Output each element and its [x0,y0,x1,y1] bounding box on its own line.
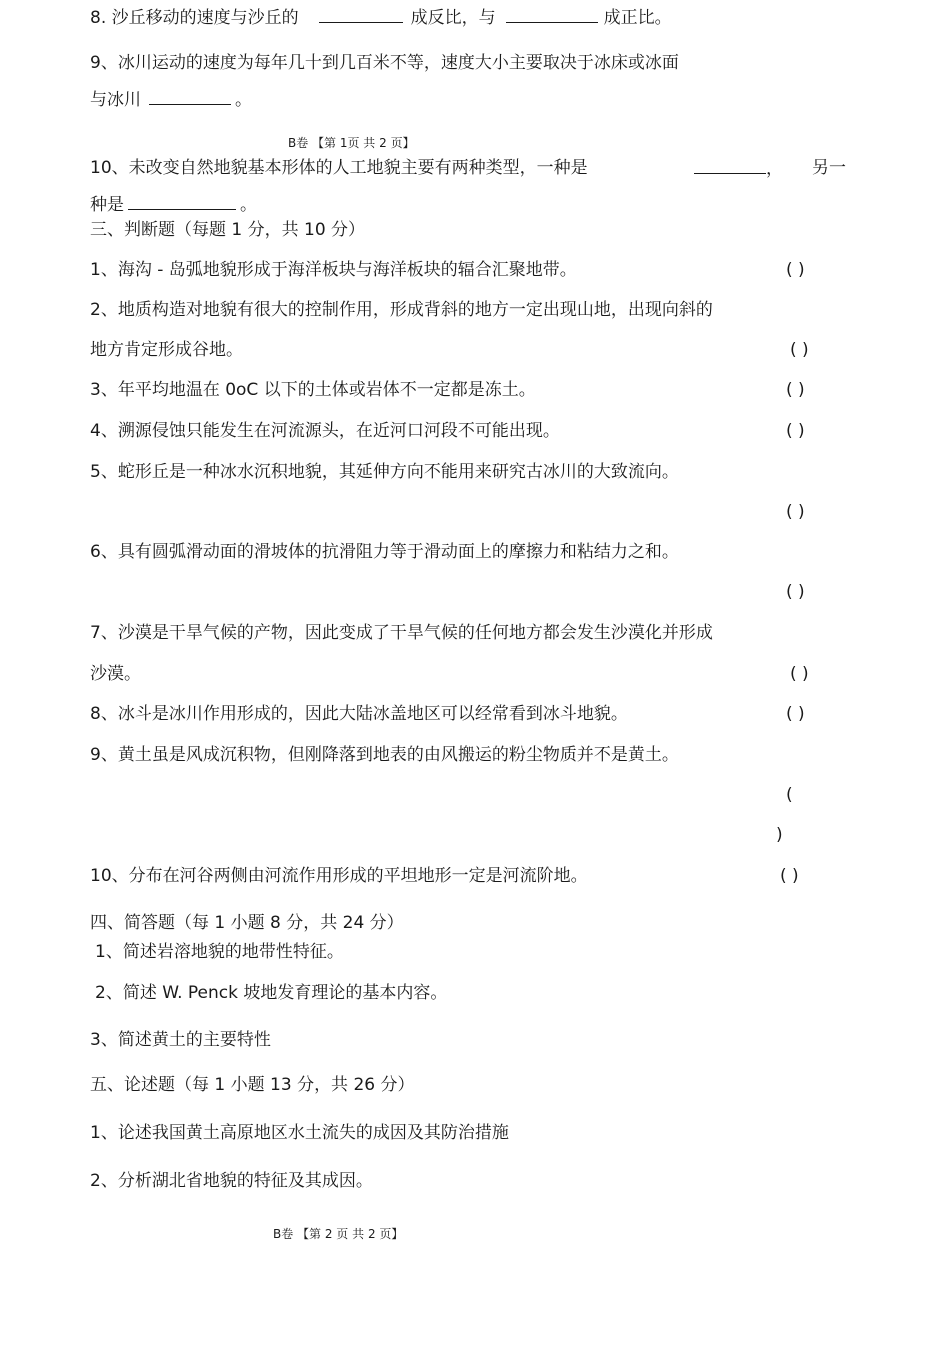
question-9-line1: 9、冰川运动的速度为每年几十到几百米不等，速度大小主要取决于冰床或冰面 [90,53,679,73]
question-10-tail: 另一 [812,158,846,178]
judgment-item-3: 3、年平均地温在 0oC 以下的土体或岩体不一定都是冻土。 [90,380,536,400]
judgment-item-1: 1、海沟 - 岛弧地貌形成于海洋板块与海洋板块的辐合汇聚地带。 [90,260,577,280]
answer-paren-open[interactable]: ( [786,785,793,805]
page-footer-1: B卷 【第 1页 共 2 页】 [288,136,415,150]
answer-parentheses[interactable]: ( ) [790,664,809,684]
question-10-line2: 种是 。 [90,195,257,215]
answer-parentheses[interactable]: ( ) [790,340,809,360]
short-answer-item-3: 3、简述黄土的主要特性 [90,1030,271,1050]
question-10-line1: 10、未改变自然地貌基本形体的人工地貌主要有两种类型，一种是 [90,158,588,178]
judgment-item-5: 5、蛇形丘是一种冰水沉积地貌，其延伸方向不能用来研究古冰川的大致流向。 [90,462,679,482]
section-3-heading: 三、判断题（每题 1 分，共 10 分） [90,220,366,240]
short-answer-item-1: 1、简述岩溶地貌的地带性特征。 [95,942,344,962]
judgment-item-8: 8、冰斗是冰川作用形成的，因此大陆冰盖地区可以经常看到冰斗地貌。 [90,704,628,724]
answer-paren-close[interactable]: ) [776,825,783,845]
answer-parentheses[interactable]: ( ) [786,421,805,441]
answer-blank [128,193,236,210]
answer-parentheses[interactable]: ( ) [786,260,805,280]
answer-blank [149,88,231,105]
page-footer-2: B卷 【第 2 页 共 2 页】 [273,1227,404,1241]
judgment-item-7-line1: 7、沙漠是干旱气候的产物，因此变成了干旱气候的任何地方都会发生沙漠化并形成 [90,623,713,643]
answer-parentheses[interactable]: ( ) [786,502,805,522]
question-9-line2: 与冰川 。 [90,90,252,110]
section-5-heading: 五、论述题（每 1 小题 13 分，共 26 分） [90,1075,415,1095]
question-10-blank1: ， [694,157,783,180]
section-4-heading: 四、简答题（每 1 小题 8 分，共 24 分） [90,913,404,933]
answer-parentheses[interactable]: ( ) [786,380,805,400]
short-answer-item-2: 2、简述 W. Penck 坡地发育理论的基本内容。 [95,983,448,1003]
essay-item-2: 2、分析湖北省地貌的特征及其成因。 [90,1171,373,1191]
answer-parentheses[interactable]: ( ) [786,582,805,602]
answer-blank [506,6,598,23]
answer-blank [694,157,766,174]
answer-blank [319,6,403,23]
judgment-item-6: 6、具有圆弧滑动面的滑坡体的抗滑阻力等于滑动面上的摩擦力和粘结力之和。 [90,542,679,562]
essay-item-1: 1、论述我国黄土高原地区水土流失的成因及其防治措施 [90,1123,509,1143]
judgment-item-10: 10、分布在河谷两侧由河流作用形成的平坦地形一定是河流阶地。 [90,866,588,886]
judgment-item-2-line2: 地方肯定形成谷地。 [90,340,243,360]
answer-parentheses[interactable]: ( ) [780,866,799,886]
judgment-item-2-line1: 2、地质构造对地貌有很大的控制作用，形成背斜的地方一定出现山地，出现向斜的 [90,300,713,320]
judgment-item-7-line2: 沙漠。 [90,664,141,684]
question-8: 8. 沙丘移动的速度与沙丘的 成反比，与 成正比。 [90,8,672,28]
judgment-item-4: 4、溯源侵蚀只能发生在河流源头，在近河口河段不可能出现。 [90,421,560,441]
answer-parentheses[interactable]: ( ) [786,704,805,724]
judgment-item-9: 9、黄土虽是风成沉积物，但刚降落到地表的由风搬运的粉尘物质并不是黄土。 [90,745,679,765]
